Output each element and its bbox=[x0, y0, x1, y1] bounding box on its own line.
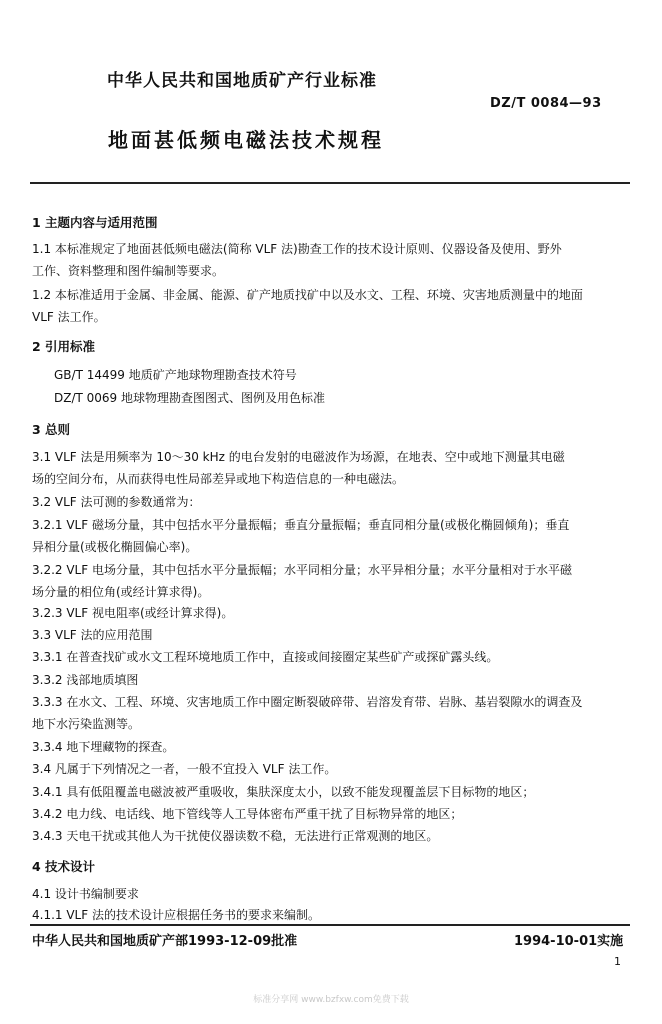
document-title: 地面甚低频电磁法技术规程 bbox=[108, 128, 384, 152]
paragraph-line: 3.3.2 浅部地质填图 bbox=[32, 673, 139, 687]
paragraph-line: 场的空间分布，从而获得电性局部差异或地下构造信息的一种电磁法。 bbox=[32, 472, 405, 486]
paragraph-line: VLF 法工作。 bbox=[32, 310, 106, 324]
paragraph-line: 3.2.1 VLF 磁场分量，其中包括水平分量振幅；垂直分量振幅；垂直同相分量(或极化椭圆倾角)；垂直 bbox=[32, 518, 570, 532]
paragraph-line: 工作、资料整理和图件编制等要求。 bbox=[32, 264, 225, 278]
paragraph-line: 3.3.1 在普查找矿或水文工程环境地质工作中，直接或间接圈定某些矿产或探矿露头线。 bbox=[32, 650, 499, 664]
paragraph-line: 3.3.3 在水文、工程、环境、灾害地质工作中圈定断裂破碎带、岩溶发育带、岩脉、基岩裂隙水的调查及 bbox=[32, 695, 583, 709]
reference-line: DZ/T 0069 地球物理勘查图图式、图例及用色标准 bbox=[54, 391, 326, 405]
section-heading: 4 技术设计 bbox=[32, 859, 96, 874]
paragraph-line: 3.4 凡属于下列情况之一者，一般不宜投入 VLF 法工作。 bbox=[32, 762, 337, 776]
header-organization: 中华人民共和国地质矿产行业标准 bbox=[107, 71, 377, 91]
section-heading: 1 主题内容与适用范围 bbox=[32, 215, 158, 230]
paragraph-line: 4.1.1 VLF 法的技术设计应根据任务书的要求来编制。 bbox=[32, 908, 320, 922]
bottom-divider bbox=[30, 924, 630, 926]
paragraph-line: 异相分量(或极化椭圆偏心率)。 bbox=[32, 540, 198, 554]
reference-line: GB/T 14499 地质矿产地球物理勘查技术符号 bbox=[54, 368, 297, 382]
standard-code: DZ/T 0084—93 bbox=[490, 96, 602, 111]
page-number: 1 bbox=[614, 955, 621, 968]
approval-note: 中华人民共和国地质矿产部1993-12-09批准 bbox=[32, 934, 298, 949]
paragraph-line: 3.3.4 地下埋藏物的探查。 bbox=[32, 740, 175, 754]
watermark: 标准分享网 www.bzfxw.com免费下载 bbox=[253, 995, 409, 1005]
section-heading: 2 引用标准 bbox=[32, 339, 96, 354]
implementation-date: 1994-10-01实施 bbox=[514, 934, 624, 949]
paragraph-line: 地下水污染监测等。 bbox=[32, 717, 141, 731]
paragraph-line: 3.4.2 电力线、电话线、地下管线等人工导体密布严重干扰了目标物异常的地区； bbox=[32, 807, 463, 821]
paragraph-line: 3.2.3 VLF 视电阻率(或经计算求得)。 bbox=[32, 606, 234, 620]
paragraph-line: 1.2 本标准适用于金属、非金属、能源、矿产地质找矿中以及水文、工程、环境、灾害地质测量中的地面 bbox=[32, 288, 583, 302]
paragraph-line: 3.2 VLF 法可测的参数通常为： bbox=[32, 495, 201, 509]
paragraph-line: 3.4.1 具有低阻覆盖电磁波被严重吸收，集肤深度太小，以致不能发现覆盖层下目标物的地区； bbox=[32, 785, 535, 799]
paragraph-line: 1.1 本标准规定了地面甚低频电磁法(简称 VLF 法)勘查工作的技术设计原则、仪器设备及使用、野外 bbox=[32, 242, 562, 256]
paragraph-line: 3.3 VLF 法的应用范围 bbox=[32, 628, 153, 642]
section-heading: 3 总则 bbox=[32, 422, 71, 437]
paragraph-line: 4.1 设计书编制要求 bbox=[32, 887, 139, 901]
paragraph-line: 3.1 VLF 法是用频率为 10～30 kHz 的电台发射的电磁波作为场源，在地表、空中或地下测量其电磁 bbox=[32, 450, 565, 464]
paragraph-line: 3.2.2 VLF 电场分量，其中包括水平分量振幅；水平同相分量；水平异相分量；水平分量相对于水平磁 bbox=[32, 563, 572, 577]
top-divider bbox=[30, 182, 630, 184]
paragraph-line: 3.4.3 天电干扰或其他人为干扰使仪器读数不稳，无法进行正常观测的地区。 bbox=[32, 829, 439, 843]
paragraph-line: 场分量的相位角(或经计算求得)。 bbox=[32, 585, 210, 599]
